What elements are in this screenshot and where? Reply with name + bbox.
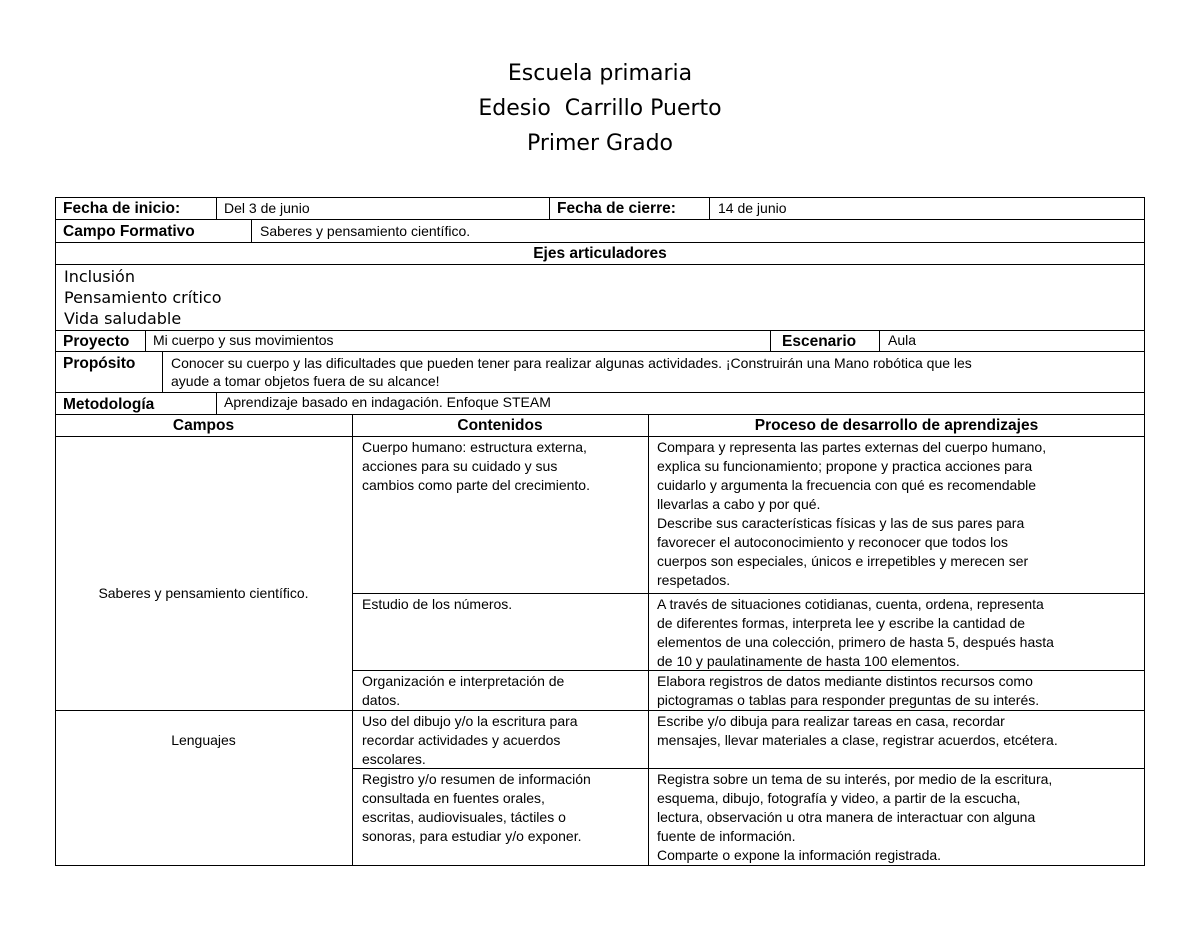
eje-item: Vida saludable [64, 309, 182, 328]
metodologia-label: Metodología [63, 396, 155, 413]
eje-item: Pensamiento crítico [64, 288, 222, 307]
eje-item: Inclusión [64, 267, 135, 286]
proceso-cell: Compara y representa las partes externas del cuerpo humano, explica su funcionamiento; propone y practica acciones para cuidarlo y argumenta la frecuencia con qué es recomendable llevarlas a cabo y por qué. Describe sus características físicas y las de sus pares para favorecer el autoconocimiento y reconocer que todos los cuerpos son especiales, únicos e irrepetibles y merecen ser respetados. [657, 439, 1047, 588]
contenido-cell: Organización e interpretación de datos. [362, 673, 565, 708]
contenido-cell: Cuerpo humano: estructura externa, acciones para su cuidado y sus cambios como parte del crecimiento. [362, 439, 590, 493]
ejes-list [64, 266, 664, 329]
proceso-cell: Elabora registros de datos mediante distintos recursos como pictogramas o tablas para responder preguntas de su interés. [657, 673, 1040, 708]
campo-formativo-value: Saberes y pensamiento científico. [260, 223, 471, 239]
grade: Primer Grado [526, 131, 674, 156]
document-title [0, 56, 1200, 161]
proyecto-label: Proyecto [63, 333, 130, 350]
campo-formativo-label: Campo Formativo [63, 223, 195, 240]
start-date-value: Del 3 de junio [224, 200, 310, 216]
contenido-cell: Registro y/o resumen de información consultada en fuentes orales, escritas, audiovisuales, táctiles o sonoras, para estudiar y/o exponer. [362, 771, 591, 844]
contenido-cell: Estudio de los números. [362, 596, 513, 612]
proposito-value: Conocer su cuerpo y las dificultades que pueden tener para realizar algunas actividades. ¡Construirán una Mano robótica que les ayude a tomar objetos fuera de su alcance! [171, 355, 972, 389]
header-campos: Campos [172, 417, 235, 434]
campo-saberes: Saberes y pensamiento científico. [98, 585, 309, 601]
header-contenidos: Contenidos [457, 417, 543, 434]
proyecto-value: Mi cuerpo y sus movimientos [153, 332, 334, 348]
escenario-value: Aula [888, 332, 917, 348]
header-proceso: Proceso de desarrollo de aprendizajes [754, 417, 1039, 434]
end-date-label: Fecha de cierre: [557, 200, 676, 217]
proceso-cell: A través de situaciones cotidianas, cuenta, ordena, representa de diferentes formas, interpreta lee y escribe la cantidad de elementos de una colección, primero de hasta 5, después hasta de 10 y paulatinamente de hasta 100 elementos. [657, 596, 1054, 669]
contenido-cell: Uso del dibujo y/o la escritura para recordar actividades y acuerdos escolares. [362, 713, 578, 767]
escenario-label: Escenario [782, 333, 857, 350]
start-date-label: Fecha de inicio: [63, 200, 181, 217]
school-type: Escuela primaria [507, 61, 693, 86]
proceso-cell: Escribe y/o dibuja para realizar tareas en casa, recordar mensajes, llevar materiales a clase, registrar acuerdos, etcétera. [657, 713, 1058, 748]
campo-lenguajes: Lenguajes [171, 732, 236, 748]
end-date-value: 14 de junio [718, 200, 787, 216]
school-name: Edesio Carrillo Puerto [478, 96, 722, 121]
proceso-cell: Registra sobre un tema de su interés, por medio de la escritura, esquema, dibujo, fotografía y video, a partir de la escucha, lectura, observación u otra manera de interactuar con alguna fuente de información. Comparte o expone la información registrada. [657, 771, 1053, 863]
proposito-label: Propósito [63, 355, 136, 372]
ejes-header: Ejes articuladores [533, 245, 667, 262]
metodologia-value: Aprendizaje basado en indagación. Enfoque STEAM [224, 394, 551, 410]
